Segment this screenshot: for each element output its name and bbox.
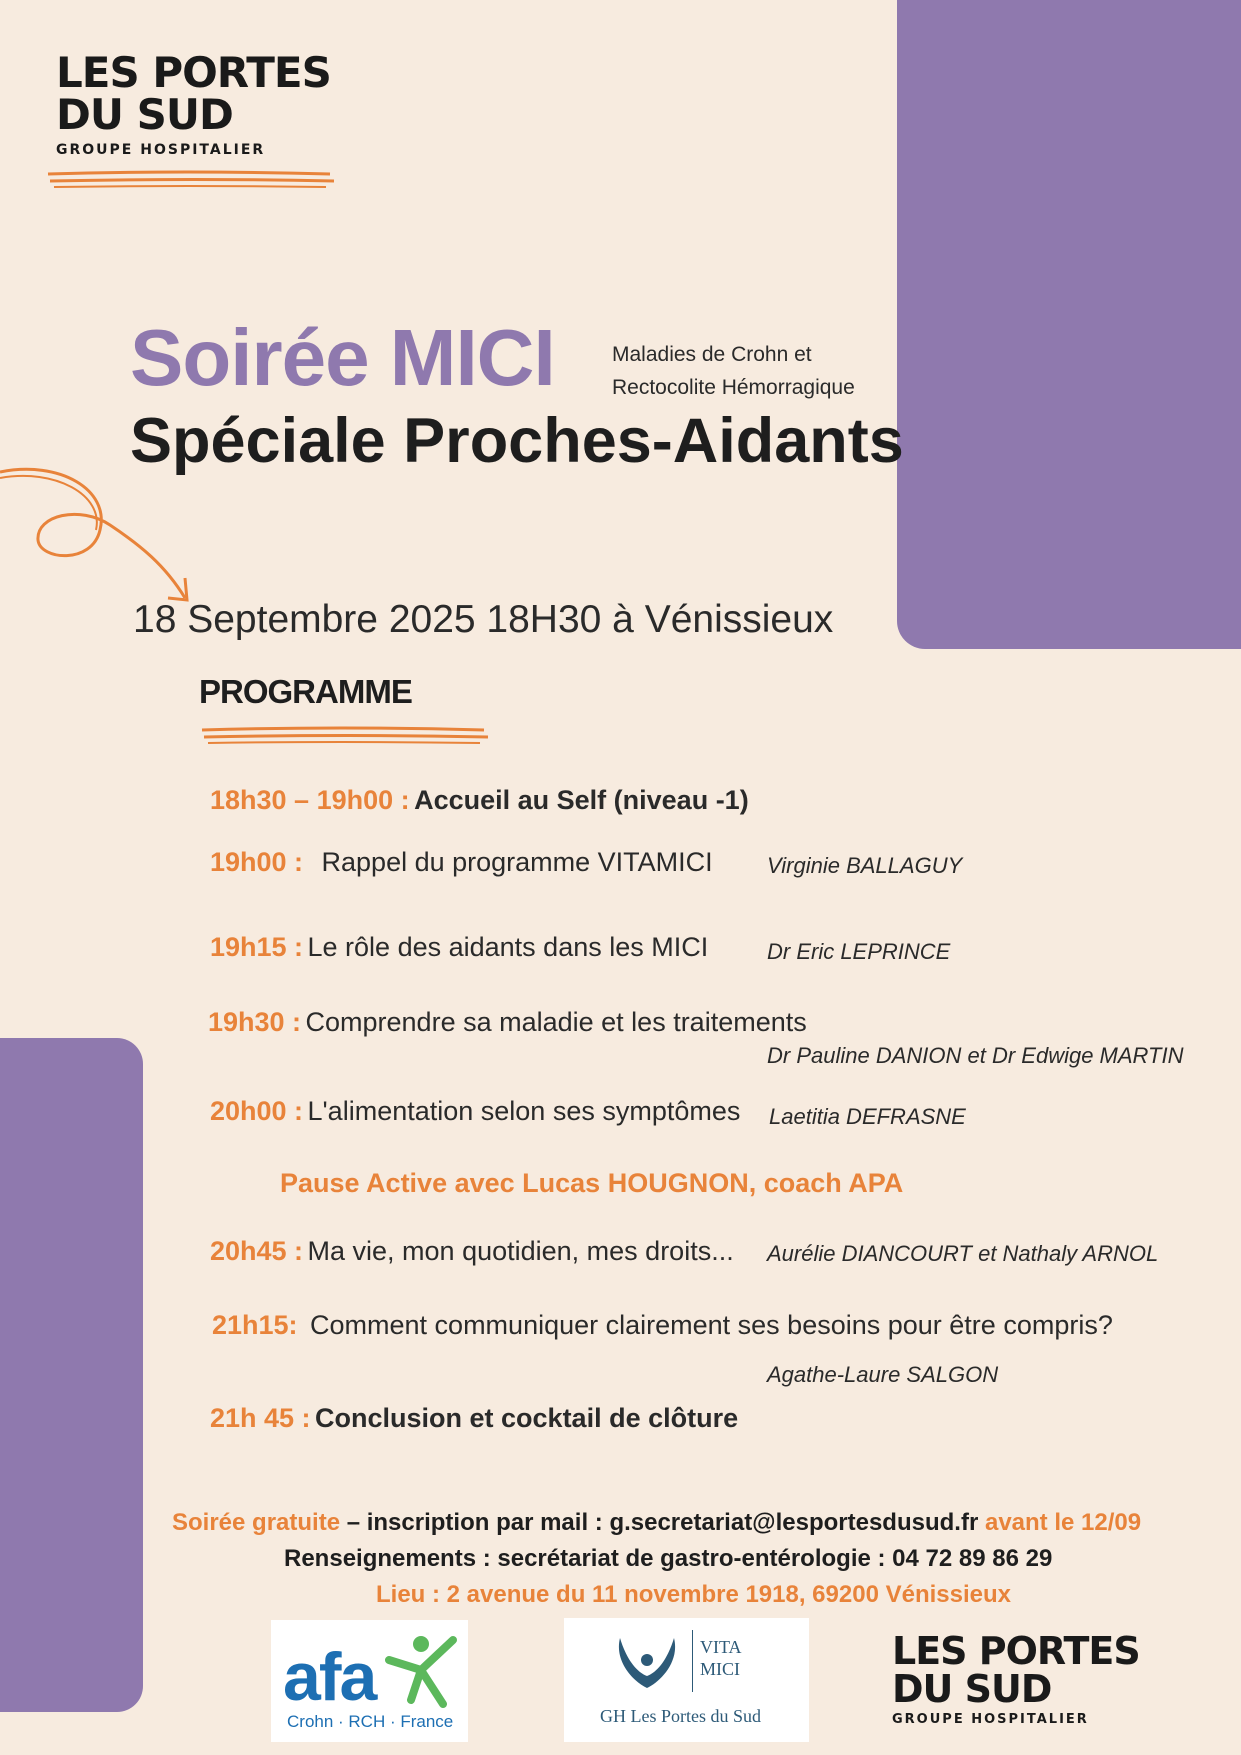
event-date: 18 Septembre 2025 18H30 à Vénissieux [133,598,834,641]
program-item [212,1310,1113,1341]
logo-line1: LES PORTES [56,48,331,97]
program-item [210,1403,738,1434]
program-speaker: Agathe-Laure SALGON [767,1362,999,1387]
footer-logo-line1: LES PORTES [892,1629,1140,1673]
program-time: 18h30 – 19h00 : [210,785,410,815]
program-label: Conclusion et cocktail de clôture [315,1403,739,1433]
footer-registration-email: – inscription par mail : g.secretariat@lesportesdusud.fr [340,1509,979,1536]
vitamici-line1: VITA [700,1637,742,1657]
program-time: 21h15: [212,1310,298,1340]
program-item [210,1096,740,1127]
decorative-arrow-icon [0,460,200,610]
program-item [208,1007,807,1038]
event-secondary-title: Spéciale Proches-Aidants [130,406,904,476]
footer-info: Renseignements : secrétariat de gastro-entérologie : 04 72 89 86 29 [284,1545,1053,1572]
program-heading-underline [200,724,490,746]
logo-line2: DU SUD [56,90,233,139]
footer-logo-line3: GROUPE HOSPITALIER [892,1712,1089,1727]
program-time: 20h45 : [210,1236,304,1266]
afa-logo-name: afa [283,1639,376,1715]
afa-logo [271,1620,468,1742]
decorative-purple-block-left [0,1038,143,1712]
program-speaker: Virginie BALLAGUY [767,853,963,878]
afa-figure-icon [381,1630,461,1710]
program-time: 19h30 : [208,1007,302,1037]
vitamici-logo [564,1618,809,1742]
program-time: 19h15 : [210,932,304,962]
program-label: Comment communiquer clairement ses besoins pour être compris? [310,1310,1113,1340]
footer-location: Lieu : 2 avenue du 11 novembre 1918, 69200 Vénissieux [376,1581,1011,1608]
footer-logo-line2: DU SUD [892,1667,1052,1711]
program-time: 19h00 : [210,847,304,877]
program-item [210,1236,734,1267]
program-speaker: Laetitia DEFRASNE [769,1104,966,1129]
program-label: Le rôle des aidants dans les MICI [307,932,709,962]
logo-line3: GROUPE HOSPITALIER [56,142,266,158]
program-time: 20h00 : [210,1096,304,1126]
event-title: Soirée MICI [130,313,555,402]
program-speaker: Dr Pauline DANION et Dr Edwige MARTIN [767,1043,1184,1068]
program-label: Comprendre sa maladie et les traitements [305,1007,807,1037]
vitamici-subtitle: GH Les Portes du Sud [600,1706,761,1726]
footer-logo [892,1629,1140,1727]
vitamici-wordmark [700,1636,742,1680]
header-logo [56,48,331,158]
program-item [210,847,713,878]
program-speaker: Aurélie DIANCOURT et Nathaly ARNOL [767,1241,1159,1266]
program-time: 21h 45 : [210,1403,311,1433]
logo-underline [46,168,336,192]
program-item [210,932,708,963]
program-label: L'alimentation selon ses symptômes [307,1096,741,1126]
pause-active: Pause Active avec Lucas HOUGNON, coach APA [280,1168,904,1198]
subtitle-line1: Maladies de Crohn et [612,343,812,366]
event-subtitle [612,338,855,404]
vitamici-hands-icon [614,1632,680,1692]
program-label: Rappel du programme VITAMICI [321,847,713,877]
vitamici-line2: MICI [700,1659,740,1679]
program-item [210,785,749,816]
footer-registration [172,1509,1141,1537]
subtitle-line2: Rectocolite Hémorragique [612,376,855,399]
footer-deadline: avant le 12/09 [978,1509,1142,1536]
program-heading: PROGRAMME [199,673,412,710]
vitamici-divider [692,1630,693,1692]
footer-free-label: Soirée gratuite [172,1509,341,1536]
program-speaker: Dr Eric LEPRINCE [767,939,951,964]
afa-logo-subtitle: Crohn · RCH · France [287,1712,454,1731]
program-label: Accueil au Self (niveau -1) [414,785,749,815]
program-label: Ma vie, mon quotidien, mes droits... [307,1236,734,1266]
decorative-purple-block-top [897,0,1241,649]
